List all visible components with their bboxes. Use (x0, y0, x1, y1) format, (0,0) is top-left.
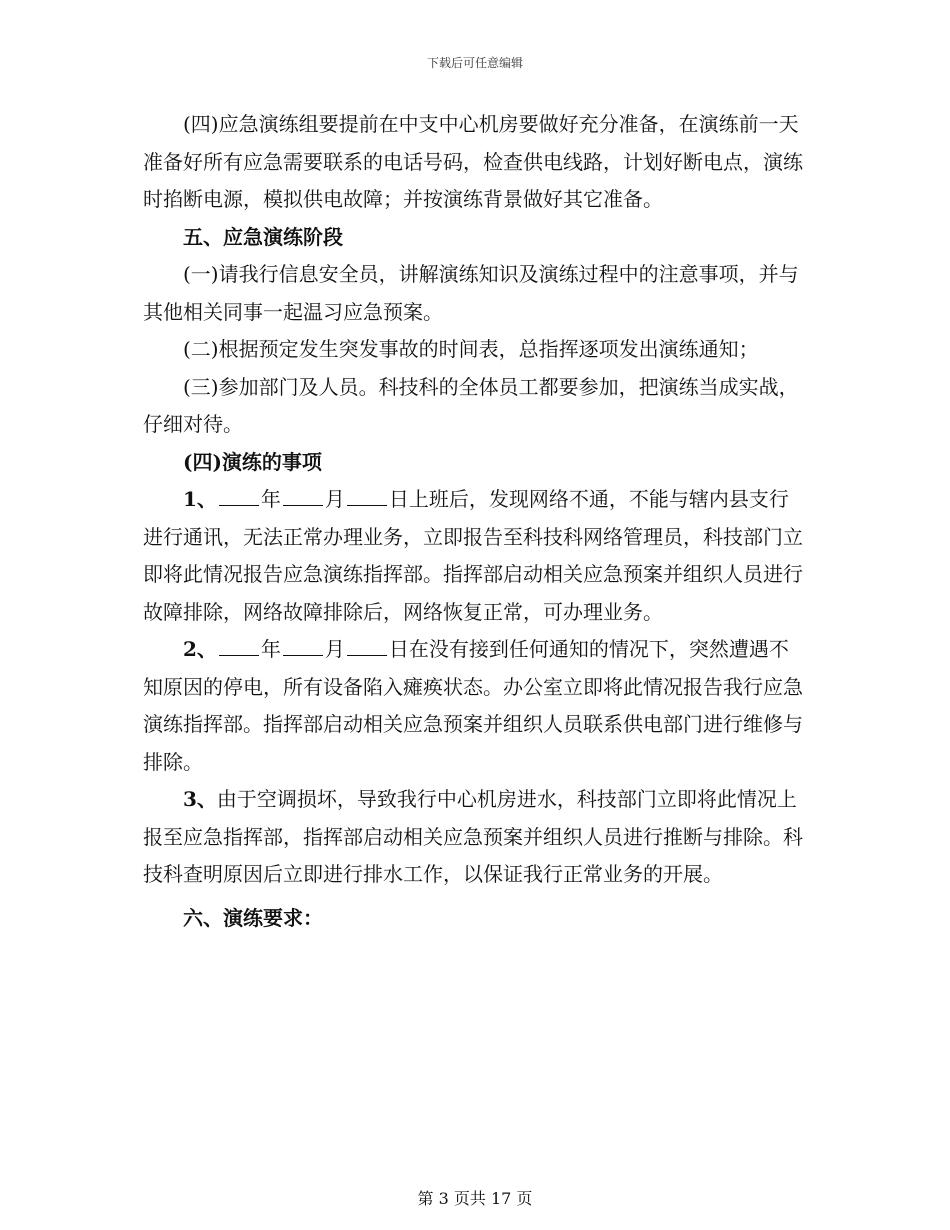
drill-item-3 (143, 781, 803, 894)
paragraph-step-2: (二)根据预定发生突发事故的时间表，总指挥逐项发出演练通知； (183, 337, 759, 361)
page-header-note: 下载后可任意编辑 (426, 56, 523, 70)
paragraph-step-3: (三)参加部门及人员。科技科的全体员工都要参加，把演练当成实战，仔细对待。 (143, 374, 799, 436)
day-blank (347, 481, 387, 506)
paragraph-preparation: (四)应急演练组要提前在中支中心机房要做好充分准备，在演练前一天准备好所有应急需要联系的电话号码，检查供电线路，计划好断电点，演练时掐断电源，模拟供电故障；并按演练背景做好其它准备。 (143, 112, 803, 211)
year-blank (219, 481, 259, 506)
drill-item-1-text: 日上班后，发现网络不通，不能与辖内县支行进行通讯，无法正常办理业务，立即报告至科技科网络管理员，科技部门立即将此情况报告应急演练指挥部。指挥部启动相关应急预案并组织人员进行故障排除，网络故障排除后，网络恢复正常，可办理业务。 (143, 487, 803, 624)
month-label: 月 (324, 637, 345, 661)
day-blank (347, 631, 387, 656)
month-blank (283, 481, 323, 506)
month-label: 月 (324, 487, 345, 511)
year-label: 年 (260, 487, 281, 511)
drill-item-2-text: 日在没有接到任何通知的情况下，突然遭遇不知原因的停电，所有设备陷入瘫痪状态。办公室立即将此情况报告我行应急演练指挥部。指挥部启动相关应急预案并组织人员联系供电部门进行维修与排除。 (143, 637, 803, 774)
section-heading-5: 五、应急演练阶段 (183, 224, 343, 249)
drill-item-3-number: 3、 (183, 787, 217, 811)
year-label: 年 (260, 637, 281, 661)
paragraph-step-1: (一)请我行信息安全员，讲解演练知识及演练过程中的注意事项，并与其他相关同事一起温习应急预案。 (143, 262, 799, 324)
month-blank (283, 631, 323, 656)
drill-item-3-text: 由于空调损坏，导致我行中心机房进水，科技部门立即将此情况上报至应急指挥部，指挥部启动相关应急预案并组织人员进行推断与排除。科技科查明原因后立即进行排水工作，以保证我行正常业务的开展。 (143, 787, 803, 886)
drill-item-2-number: 2、 (183, 637, 217, 661)
section-heading-6: 六、演练要求： (183, 905, 323, 930)
drill-item-2 (143, 631, 803, 781)
year-blank (219, 631, 259, 656)
document-body (143, 106, 803, 937)
page-number: 第 3 页共 17 页 (417, 1189, 533, 1208)
drill-item-1-number: 1、 (183, 487, 217, 511)
subsection-heading-4: (四)演练的事项 (183, 449, 322, 474)
drill-item-1 (143, 481, 803, 631)
